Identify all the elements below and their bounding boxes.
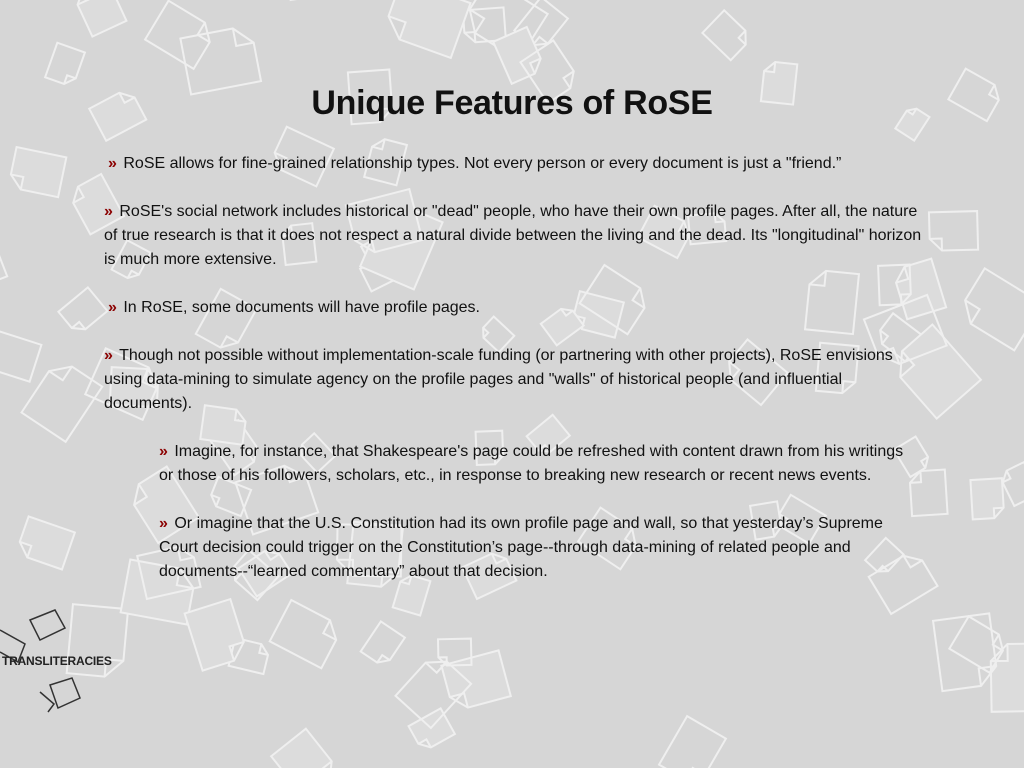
background-paper-shape xyxy=(271,729,340,768)
background-paper-shape xyxy=(45,43,85,87)
background-paper-shape xyxy=(970,478,1004,519)
bullet-glyph: » xyxy=(108,155,117,172)
background-paper-shape xyxy=(145,1,217,69)
bullet-glyph: » xyxy=(159,515,168,532)
background-paper-shape xyxy=(361,621,405,667)
paragraph-text: Or imagine that the U.S. Constitution had its own profile page and wall, so that yesterday’s Supreme Court decision could trigger on the Constitution’s page--through data-mining of related people and documents--“learned commentary” about that decision. xyxy=(159,515,883,580)
paragraph-6 xyxy=(155,512,919,584)
background-paper-shape xyxy=(929,211,978,251)
paragraph-4 xyxy=(104,344,924,416)
bullet-glyph: » xyxy=(104,347,113,364)
background-paper-shape xyxy=(933,613,999,691)
background-paper-shape xyxy=(8,147,66,197)
paragraph-1 xyxy=(104,152,924,176)
paragraph-3 xyxy=(104,296,924,320)
bullet-glyph: » xyxy=(104,203,113,220)
paragraph-text: Though not possible without implementation-scale funding (or partnering with other projects), RoSE envisions using data-mining to simulate agency on the profile pages and "walls" of historical people (and influential documents). xyxy=(104,347,893,412)
background-paper-shape xyxy=(493,27,545,84)
background-paper-shape xyxy=(441,650,510,711)
slide-title: Unique Features of RoSE xyxy=(311,84,713,122)
background-paper-shape xyxy=(0,330,41,382)
background-paper-shape xyxy=(956,268,1024,350)
background-paper-shape xyxy=(58,287,107,335)
background-paper-shape xyxy=(73,0,127,37)
logo-text: TRANSLITERACIES xyxy=(2,654,112,668)
paragraph-text: RoSE's social network includes historical or "dead" people, who have their own profile pages. After all, the nature of true research is that it does not respect a natural divide between the living and the dead. Its "longitudinal" horizon is much more extensive. xyxy=(104,203,922,268)
slide-content xyxy=(104,152,924,608)
background-paper-shape xyxy=(270,600,343,668)
background-paper-shape xyxy=(382,0,470,58)
background-paper-shape xyxy=(16,516,75,569)
paragraph-text: In RoSE, some documents will have profile pages. xyxy=(123,299,480,316)
background-paper-shape xyxy=(185,599,249,671)
background-paper-shape xyxy=(702,10,752,60)
bullet-glyph: » xyxy=(108,299,117,316)
paragraph-2 xyxy=(104,200,924,272)
bullet-glyph: » xyxy=(159,443,168,460)
background-paper-shape xyxy=(659,716,726,768)
paragraph-text: RoSE allows for fine-grained relationship types. Not every person or every document is just a "friend.” xyxy=(123,155,842,172)
paragraph-text: Imagine, for instance, that Shakespeare's page could be refreshed with content drawn from his writings or those of his followers, scholars, etc., in response to breaking new research or recent news events. xyxy=(159,443,904,484)
paragraph-5 xyxy=(155,440,919,488)
background-paper-shape xyxy=(0,235,7,296)
